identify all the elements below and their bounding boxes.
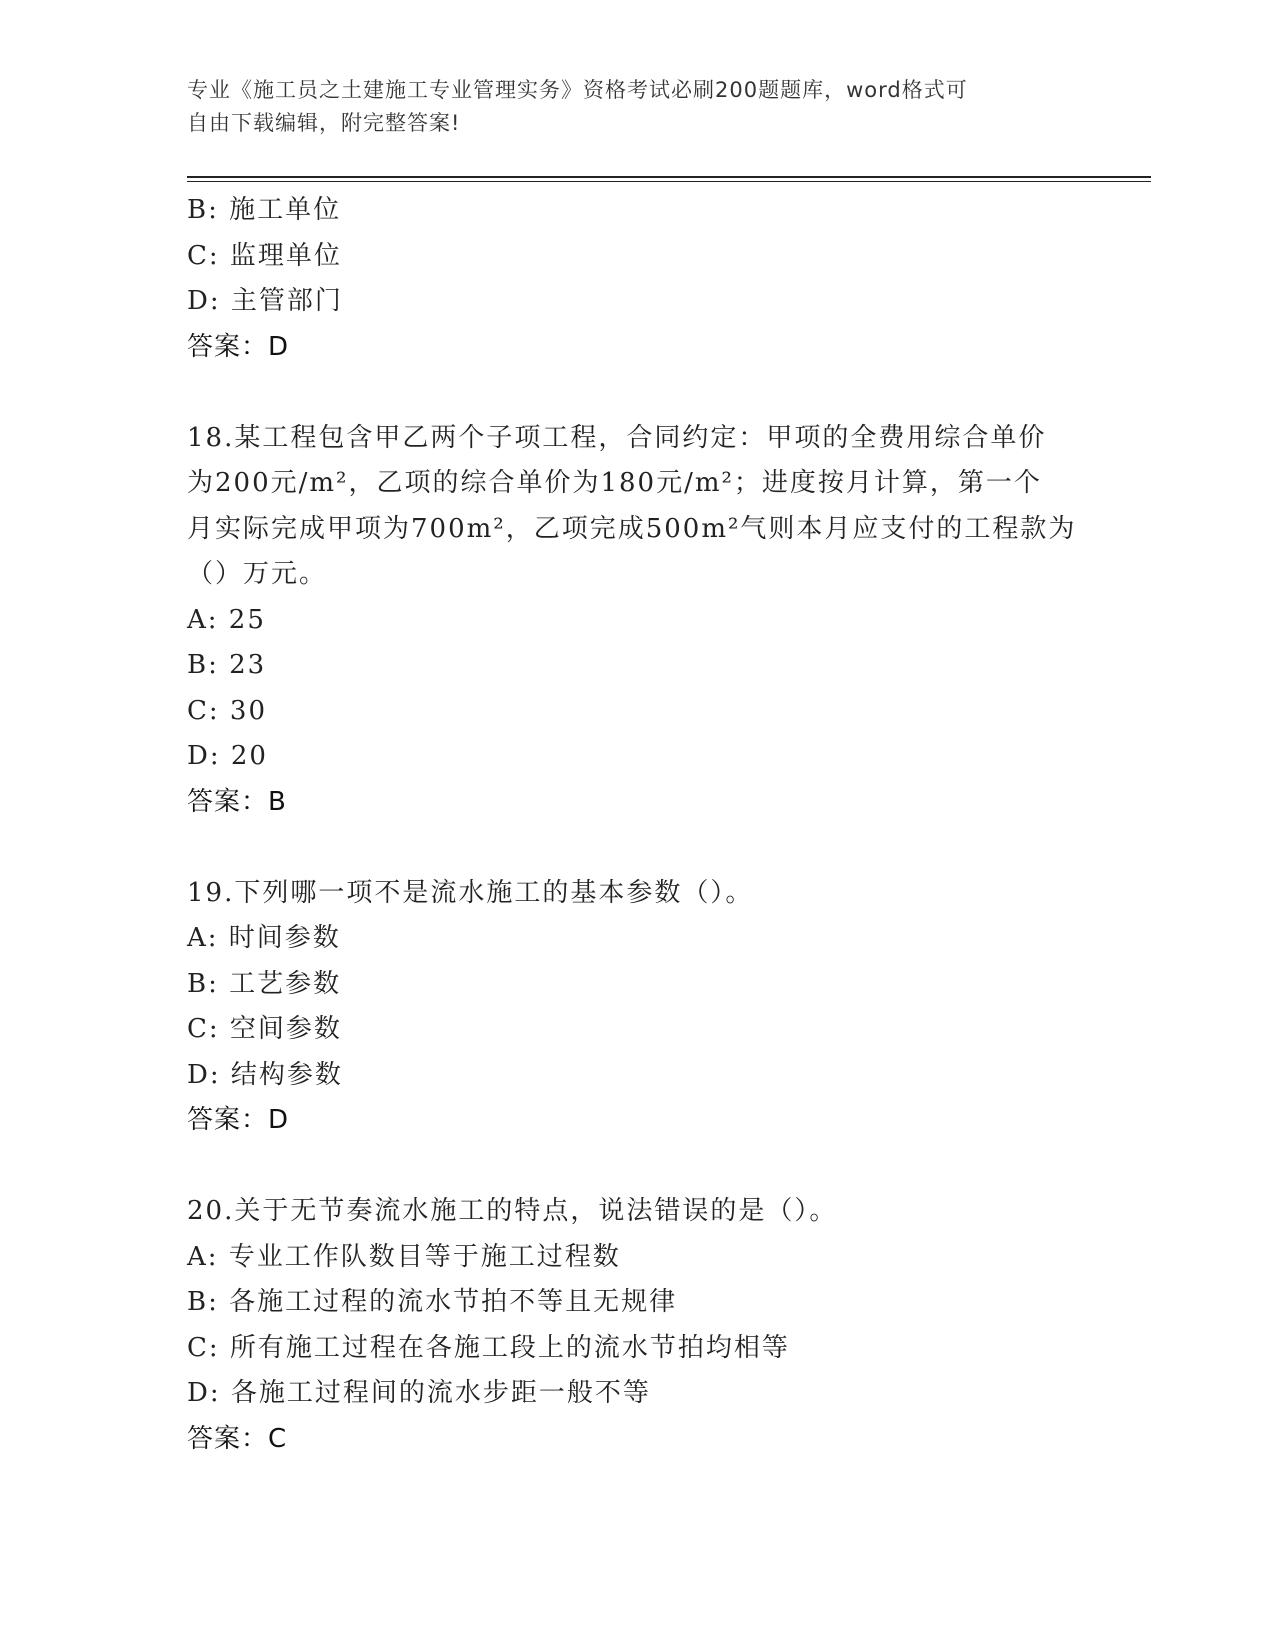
spacer <box>187 825 1087 871</box>
answer-label: 答案：B <box>187 786 287 817</box>
question-20-block <box>187 1189 1087 1462</box>
question-17-block <box>187 188 1087 370</box>
header-rule-thick <box>187 176 1151 178</box>
option-a: A: 专业工作队数目等于施工过程数 <box>187 1241 621 1272</box>
header-line-2: 自由下载编辑，附完整答案! <box>187 111 461 135</box>
option-a: A: 时间参数 <box>187 923 341 953</box>
header-line-1: 专业《施工员之土建施工专业管理实务》资格考试必刷200题题库，word格式可 <box>187 78 968 102</box>
option-b: B: 23 <box>187 650 267 680</box>
option-a: A: 25 <box>187 604 266 635</box>
question-stem-line: 18.某工程包含甲乙两个子项工程，合同约定：甲项的全费用综合单价 <box>187 422 1047 453</box>
option-b: B: 施工单位 <box>187 195 342 225</box>
header-rule-thin <box>187 181 1151 182</box>
option-c: C: 空间参数 <box>187 1014 342 1044</box>
question-content <box>187 188 1087 1462</box>
option-d: D: 结构参数 <box>187 1059 343 1090</box>
option-d: D: 主管部门 <box>187 286 343 316</box>
spacer <box>187 370 1087 416</box>
option-b: B: 工艺参数 <box>187 968 342 999</box>
question-stem-line: （）万元。 <box>187 559 328 589</box>
question-18-block <box>187 416 1087 826</box>
option-d: D: 20 <box>187 741 268 771</box>
question-stem: 20.关于无节奏流水施工的特点，说法错误的是（）。 <box>187 1196 838 1226</box>
answer-label: 答案：D <box>187 331 290 362</box>
option-b: B: 各施工过程的流水节拍不等且无规律 <box>187 1287 678 1317</box>
option-c: C: 30 <box>187 695 268 726</box>
question-stem: 19.下列哪一项不是流水施工的基本参数（）。 <box>187 877 754 908</box>
option-d: D: 各施工过程间的流水步距一般不等 <box>187 1378 651 1408</box>
option-c: C: 监理单位 <box>187 240 342 271</box>
question-stem-line: 月实际完成甲项为700m²，乙项完成500m²气则本月应支付的工程款为 <box>187 513 1077 544</box>
answer-label: 答案：C <box>187 1423 288 1454</box>
question-19-block <box>187 871 1087 1144</box>
document-header <box>187 74 1087 140</box>
question-stem-line: 为200元/m²，乙项的综合单价为180元/m²；进度按月计算，第一个 <box>187 468 1042 498</box>
option-c: C: 所有施工过程在各施工段上的流水节拍均相等 <box>187 1332 790 1363</box>
answer-label: 答案：D <box>187 1105 290 1135</box>
spacer <box>187 1144 1087 1190</box>
